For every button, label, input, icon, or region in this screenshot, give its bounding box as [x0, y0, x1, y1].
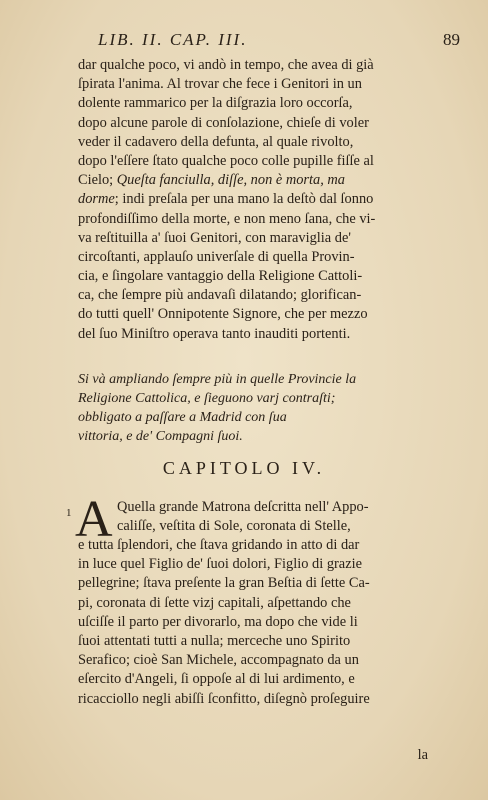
text-line: ſpirata l'anima. Al trovar che fece i Genitori in un: [78, 76, 362, 93]
quoted-speech: Queſta fanciulla, diſſe, non è morta, ma: [116, 172, 346, 189]
text-line: veder il cadavero della defunta, al quale rivolto,: [78, 133, 354, 150]
text-line: pellegrine; ſtava preſente la gran Beſtia di ſette Ca-: [78, 575, 370, 592]
drop-cap: A: [75, 491, 113, 548]
chapter-paragraph: [78, 536, 428, 709]
text-line: eſercito d'Angeli, ſi oppoſe al di lui ardimento, e: [78, 671, 355, 688]
summary-line: Religione Cattolica, e ſieguono varj contraſti;: [78, 391, 336, 406]
chapter-title: CAPITOLO IV.: [162, 458, 326, 478]
text-line: dopo l'eſſere ſtato qualche poco colle pupille fiſſe al: [78, 152, 374, 169]
text-line: uſciſſe il parto per divorarlo, ma dopo che vide li: [78, 613, 358, 630]
summary-line: vittoria, e de' Compagni ſuoi.: [78, 429, 243, 444]
text-line: ſuoi attentati tutti a nulla; merceche uno Spirito: [78, 632, 351, 649]
text-line: Quella grande Matrona deſcritta nell' Appo-: [117, 499, 369, 515]
text-line: pi, coronata di ſette vizj capitali, aſpettando che: [78, 594, 351, 611]
text-line: Cielo; Queſta fanciulla, diſſe, non è morta, ma: [78, 172, 346, 189]
text-line: do tutti quell' Onnipotente Signore, che per mezzo: [78, 306, 368, 323]
quoted-speech: dorme: [78, 191, 115, 208]
summary-line: Si và ampliando ſempre più in quelle Provincie la: [78, 372, 357, 387]
text-line: ricacciollo negli abiſſi ſconfitto, diſegnò proſeguire: [78, 690, 370, 707]
text-line: cia, e ſingolare vantaggio della Religione Cattoli-: [78, 268, 363, 285]
text-line: dopo alcune parole di conſolazione, chieſe di voler: [78, 114, 369, 131]
text-line: dorme; indi preſala per una mano la deſtò dal ſonno: [78, 191, 374, 208]
paragraph-number: 1: [66, 507, 72, 519]
text-line: in luce quel Figlio de' ſuoi dolori, Figlio di grazie: [78, 556, 362, 573]
text-line: profondiſſimo della morte, e non meno ſana, che vi-: [78, 210, 376, 227]
text-line: va reſtituilla a' ſuoi Genitori, con maraviglia de': [78, 229, 351, 246]
paragraph-continued: [78, 56, 428, 344]
text-line: dar qualche poco, vi andò in tempo, che avea di già: [78, 57, 374, 73]
catchword: la: [417, 747, 428, 763]
running-head: LIB. II. CAP. III.: [98, 30, 248, 49]
page-header: [70, 30, 460, 52]
text-line: Serafico; cioè San Michele, accompagnato da un: [78, 652, 359, 669]
text-line: ca, che ſempre più andavaſi dilatando; glorifican-: [78, 287, 362, 304]
summary-line: obbligato a paſſare a Madrid con ſua: [78, 410, 287, 425]
text-line: dolente rammarico per la diſgrazia loro occorſa,: [78, 95, 353, 112]
text-line: e tutta ſplendori, che ſtava gridando in atto di dar: [78, 537, 360, 553]
text-line: caliſſe, veſtita di Sole, coronata di Stelle,: [117, 518, 351, 535]
chapter-summary: [78, 370, 428, 446]
text-line: del ſuo Miniſtro operava tanto inauditi portenti.: [78, 325, 351, 342]
text-line: circoſtanti, applauſo univerſale di quella Provin-: [78, 248, 355, 265]
dropcap-indented-lines: [117, 498, 429, 536]
page-number: 89: [443, 30, 460, 49]
